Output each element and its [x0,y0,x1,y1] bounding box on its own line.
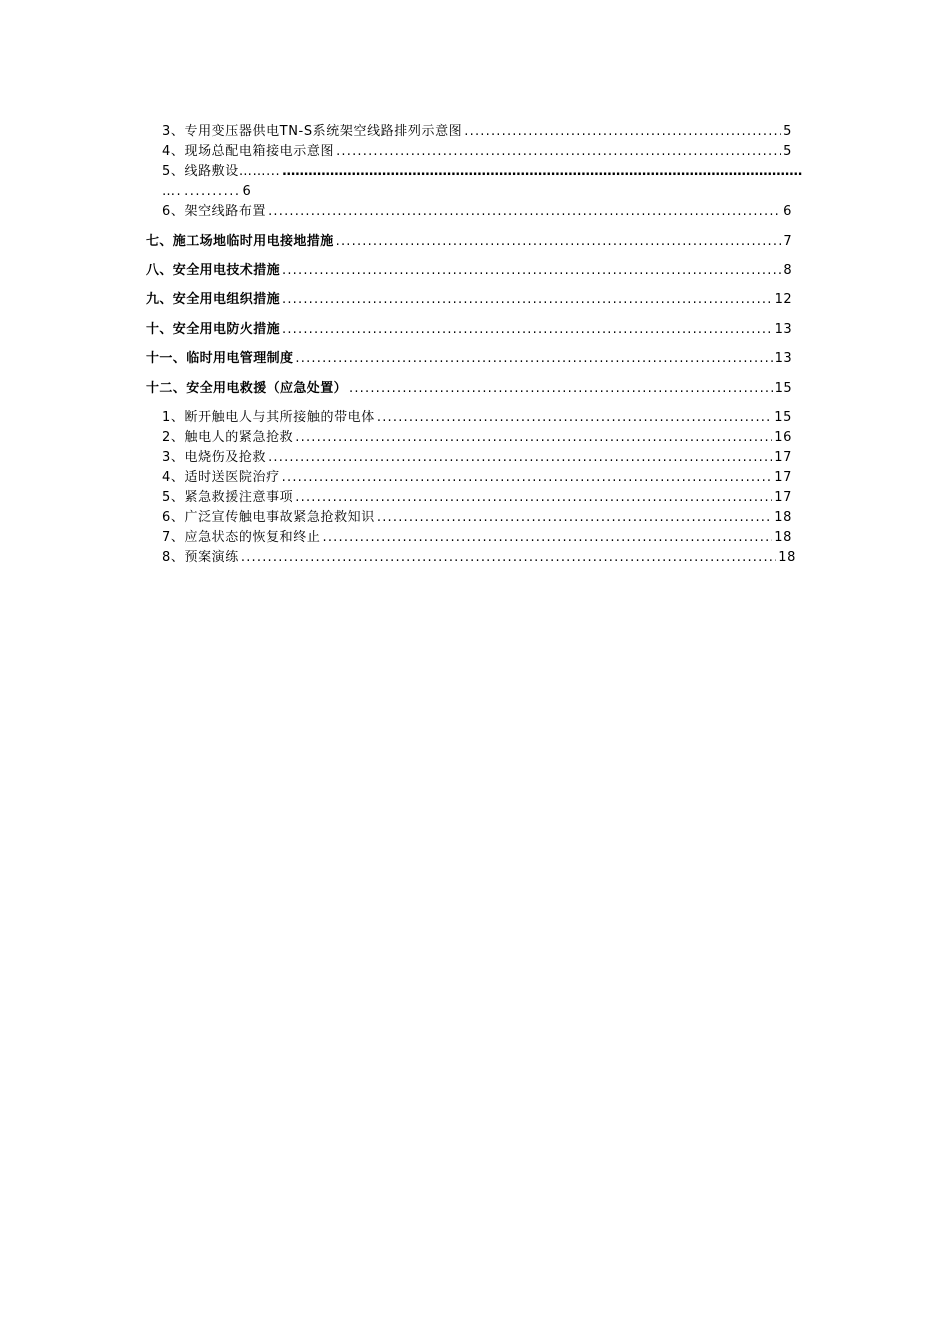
toc-entry-label: 3、专用变压器供电TN-S系统架空线路排列示意图 [162,124,463,139]
toc-entry[interactable] [162,488,792,508]
toc-leader-dots [336,142,781,162]
toc-entry-label: 十二、安全用电救援（应急处置） [146,381,348,396]
toc-entry-label: 7、应急状态的恢复和终止 [162,530,321,545]
toc-entry-page: 5 [783,144,792,159]
toc-entry-page: 15 [774,381,792,396]
toc-entry-label: 十、安全用电防火措施 [146,322,281,337]
toc-leader-dots [268,202,781,222]
toc-leader-dots [282,261,781,281]
toc-entry[interactable] [146,349,792,369]
toc-leader-dots [295,349,772,369]
toc-entry[interactable] [146,379,792,399]
toc-entry-page: 8 [783,263,792,278]
toc-entry-page: 17 [774,490,792,505]
toc-entry-page: 17 [774,450,792,465]
toc-entry-label: 2、触电人的紧急抢救 [162,430,294,445]
toc-entry[interactable] [146,232,792,252]
toc-entry[interactable] [162,428,792,448]
toc-leader-dots [282,468,773,488]
toc-entry-label: 4、适时送医院治疗 [162,470,280,485]
toc-leader-dots [336,232,782,252]
toc-leader-dots [295,488,772,508]
toc-entry[interactable] [162,448,792,468]
toc-entry-label: 九、安全用电组织措施 [146,292,281,307]
toc-entry[interactable] [146,290,792,310]
toc-entry[interactable] [162,202,792,222]
toc-entry-page: 16 [774,430,792,445]
toc-entry-page: 13 [774,351,792,366]
toc-entry-page: 15 [774,410,792,425]
toc-leader-dots [377,408,772,428]
toc-entry-page: 18 [774,510,792,525]
toc-leader-dots [377,508,772,528]
toc-leader-dots [282,320,773,340]
toc-entry-page: 5 [783,124,792,139]
toc-entry-page: 12 [774,292,792,307]
toc-entry-page: 7 [783,234,792,249]
toc-leader-dots [464,122,781,142]
toc-entry[interactable] [162,528,792,548]
toc-entry-label: 八、安全用电技术措施 [146,263,281,278]
toc-entry-label: 4、现场总配电箱接电示意图 [162,144,335,159]
toc-entry[interactable] [162,408,792,428]
toc-entry-continuation[interactable] [162,182,362,202]
toc-entry-label: 3、电烧伤及抢救 [162,450,267,465]
toc-entry-label: 1、断开触电人与其所接触的带电体 [162,410,375,425]
toc-leader-dots [282,162,802,182]
toc-leader-dots: .......... [184,184,241,199]
toc-leader-dots [282,290,773,310]
toc-entry-page: 18 [774,530,792,545]
toc-leader-dots [268,448,772,468]
toc-entry[interactable] [162,468,792,488]
toc-leader-dots [295,428,772,448]
toc-leader-dots [322,528,772,548]
toc-entry-label: 5、线路敷设……... [162,164,281,179]
toc-entry-page: 17 [774,470,792,485]
toc-entry-page: 13 [774,322,792,337]
toc-entry-label: 七、施工场地临时用电接地措施 [146,234,334,249]
toc-entry-label: 6、广泛宣传触电事故紧急抢救知识 [162,510,375,525]
toc-entry-page: 6 [242,184,251,199]
toc-entry-label: 6、架空线路布置 [162,204,267,219]
toc-leader-dots [349,379,773,399]
toc-entry[interactable] [162,508,792,528]
toc-entry[interactable] [146,261,792,281]
toc-entry-label: 8、预案演练 [162,550,239,565]
toc-entry-page: 6 [783,204,792,219]
toc-leader-dots [241,548,776,568]
toc-entry-label: …. [162,184,183,199]
toc-entry[interactable] [162,142,792,162]
toc-entry[interactable] [146,320,792,340]
toc-entry-label: 5、紧急救援注意事项 [162,490,294,505]
toc-entry[interactable] [162,548,796,568]
toc-entry-page: 18 [778,550,796,565]
toc-entry[interactable] [162,122,792,142]
toc-entry-label: 十一、临时用电管理制度 [146,351,294,366]
toc-entry[interactable] [162,162,802,182]
